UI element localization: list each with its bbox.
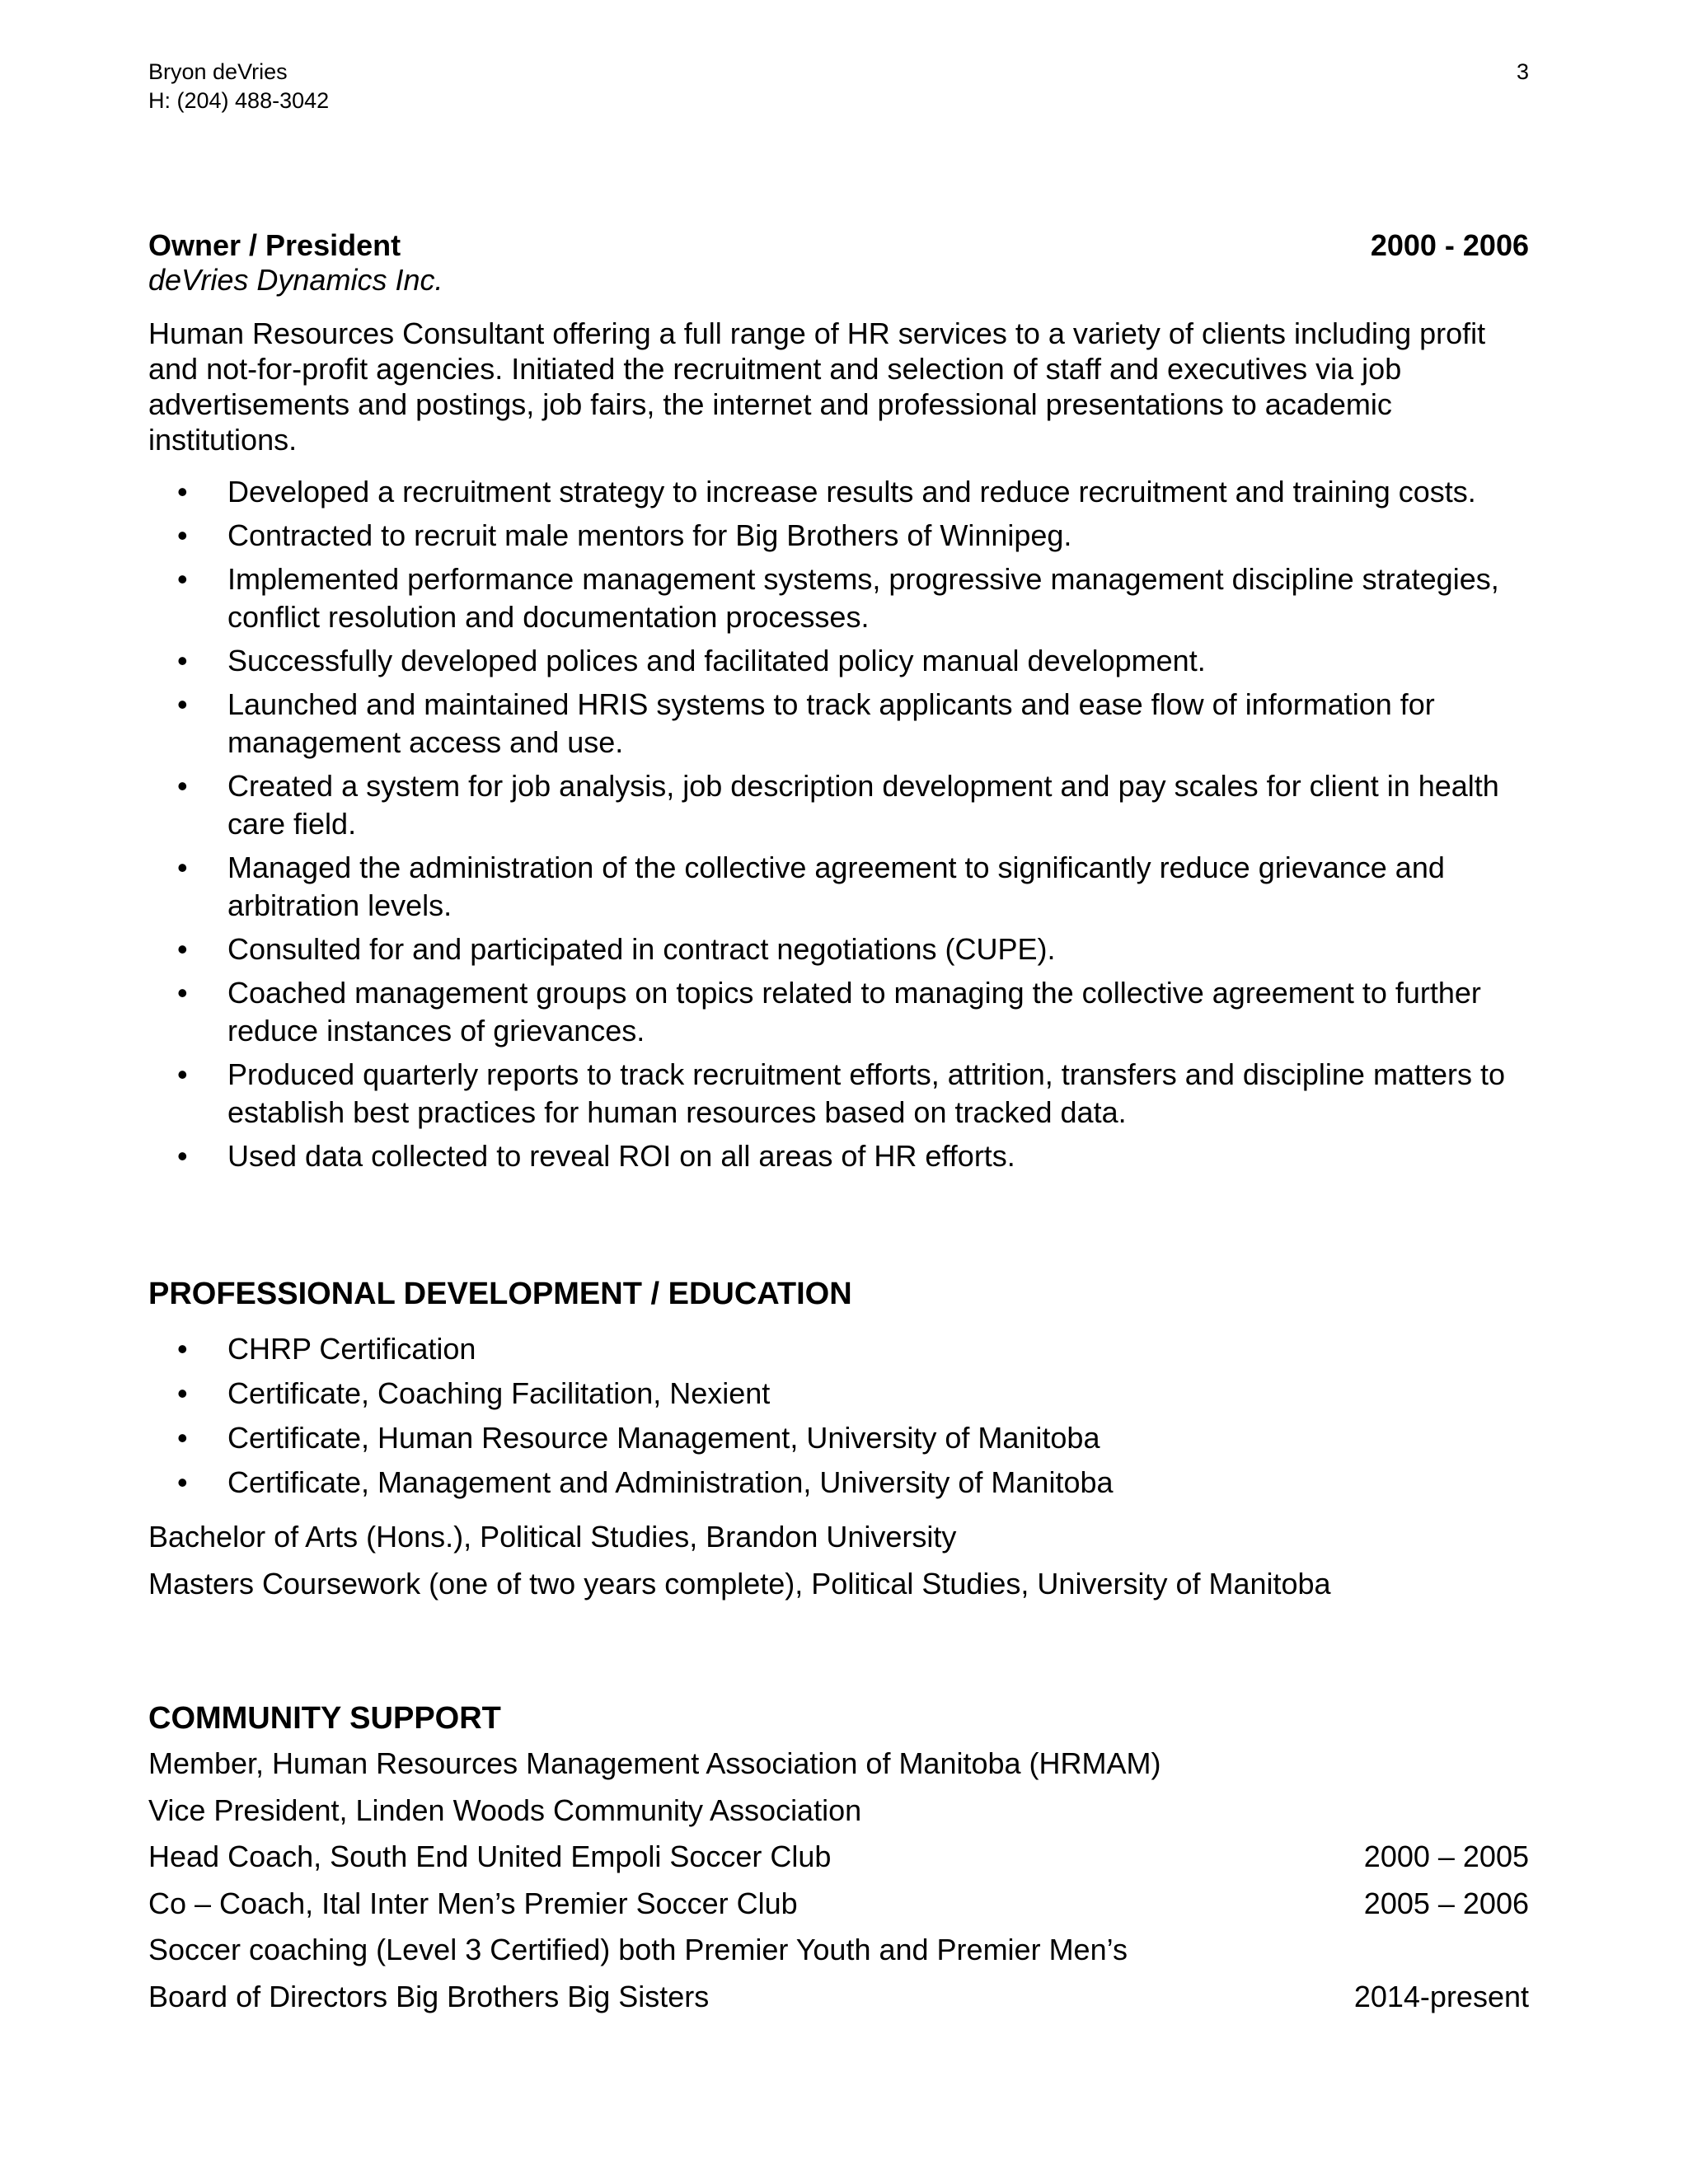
header-phone: H: (204) 488-3042 [148,88,330,113]
list-item-text: Certificate, Coaching Facilitation, Nexient [227,1376,771,1410]
bullet-icon: • [177,1376,188,1410]
community-item-text: Soccer coaching (Level 3 Certified) both Premier Youth and Premier Men’s [148,1933,1128,1966]
bullet-icon: • [177,475,188,509]
list-item [148,1056,1533,1132]
list-item [148,1419,1533,1457]
community-item [148,1839,1529,1875]
list-item-text: Implemented performance management systems, progressive management discipline strategies, conflict resolution and documentation processes. [227,562,1499,634]
job-title-row [148,229,1529,262]
list-item [148,1137,1533,1175]
bullet-icon: • [177,687,188,721]
list-item-text: Successfully developed polices and facilitated policy manual development. [227,644,1206,677]
list-item-text: Certificate, Management and Administration, University of Manitoba [227,1465,1114,1499]
list-item [148,767,1533,843]
company-name: deVries Dynamics Inc. [148,263,443,297]
list-item [148,930,1533,968]
community-item-text: Co – Coach, Ital Inter Men’s Premier Soccer Club [148,1886,798,1920]
community-item [148,1886,1529,1922]
community-item [148,1979,1529,2015]
list-item [148,517,1533,555]
list-item-text: Launched and maintained HRIS systems to track applicants and ease flow of information for management access and use. [227,687,1435,759]
list-item-text: Produced quarterly reports to track recruitment efforts, attrition, transfers and discipline matters to establish best practices for human resources based on tracked data. [227,1057,1506,1129]
list-item [148,1464,1533,1502]
bullet-icon: • [177,518,188,552]
degree-line: Masters Coursework (one of two years complete), Political Studies, University of Manitoba [148,1567,1331,1601]
list-item-text: Managed the administration of the collective agreement to significantly reduce grievance and arbitration levels. [227,851,1445,922]
bullet-icon: • [177,644,188,677]
list-item [148,560,1533,636]
community-item-text: Vice President, Linden Woods Community Association [148,1793,862,1827]
job-summary: Human Resources Consultant offering a full range of HR services to a variety of clients including profit and not-for-profit agencies. Initiated the recruitment and selection of staff and executives via job advertisements and postings, job fairs, the internet and professional presentations to academic institutions. [148,316,1486,457]
bullet-icon: • [177,932,188,966]
job-dates: 2000 - 2006 [1370,228,1529,262]
list-item [148,686,1533,762]
community-item-text: Board of Directors Big Brothers Big Sisters [148,1980,710,2013]
list-item-text: CHRP Certification [227,1332,476,1366]
list-item-text: Certificate, Human Resource Management, University of Manitoba [227,1421,1100,1455]
section-heading-community: COMMUNITY SUPPORT [148,1701,501,1736]
bullet-icon: • [177,976,188,1010]
list-item-text: Consulted for and participated in contract negotiations (CUPE). [227,932,1056,966]
certificates-list [148,1330,1533,1508]
list-item [148,849,1533,925]
community-item-text: Member, Human Resources Management Association of Manitoba (HRMAM) [148,1746,1161,1780]
bullet-icon: • [177,1421,188,1455]
community-item-dates: 2014-present [1353,1980,1529,2013]
degree-line: Bachelor of Arts (Hons.), Political Studies, Brandon University [148,1520,957,1554]
list-item-text: Developed a recruitment strategy to increase results and reduce recruitment and training costs. [227,475,1476,509]
community-item-dates: 2005 – 2006 [1363,1886,1529,1920]
header-name: Bryon deVries [148,59,288,84]
list-item [148,1330,1533,1368]
community-item-dates: 2000 – 2005 [1363,1840,1529,1873]
section-heading-education: PROFESSIONAL DEVELOPMENT / EDUCATION [148,1277,852,1311]
community-item [148,1932,1529,1968]
list-item [148,642,1533,680]
bullet-icon: • [177,1465,188,1499]
bullet-icon: • [177,851,188,884]
job-duties-list [148,473,1533,1181]
bullet-icon: • [177,769,188,803]
job-title: Owner / President [148,228,401,262]
community-item-text: Head Coach, South End United Empoli Soccer Club [148,1840,832,1873]
page-number: 3 [1516,59,1529,84]
list-item-text: Coached management groups on topics related to managing the collective agreement to further reduce instances of grievances. [227,976,1481,1047]
community-item [148,1793,1529,1829]
bullet-icon: • [177,1057,188,1091]
list-item-text: Used data collected to reveal ROI on all areas of HR efforts. [227,1139,1015,1173]
list-item-text: Created a system for job analysis, job description development and pay scales for client in health care field. [227,769,1499,841]
bullet-icon: • [177,1332,188,1366]
list-item [148,1375,1533,1413]
bullet-icon: • [177,1139,188,1173]
list-item [148,974,1533,1050]
community-item [148,1746,1529,1782]
bullet-icon: • [177,562,188,596]
list-item-text: Contracted to recruit male mentors for Big Brothers of Winnipeg. [227,518,1072,552]
list-item [148,473,1533,511]
